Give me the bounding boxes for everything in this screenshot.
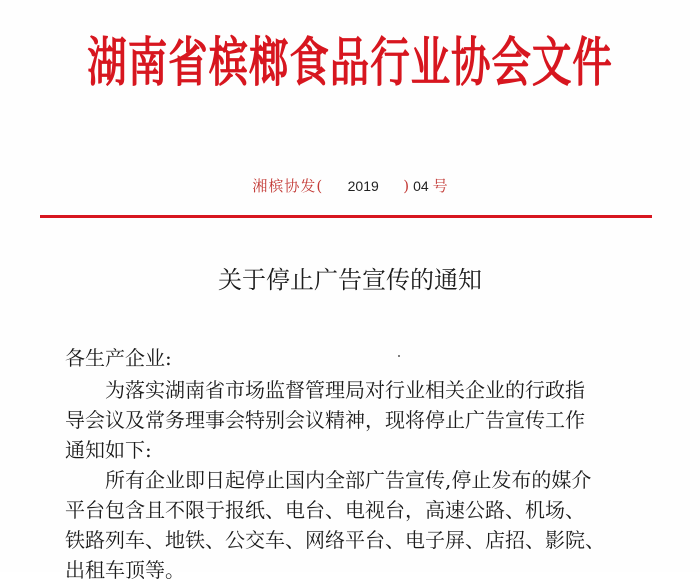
document-number-year: 2019 [347, 178, 379, 194]
paragraph2-line: 铁路列车、地铁、公交车、网络平台、电子屏、店招、影院、 [65, 528, 605, 552]
paragraph1-line: 为落实湖南省市场监督管理局对行业相关企业的行政指 [105, 378, 585, 402]
paragraph2-line: 出租车顶等。 [65, 558, 185, 582]
paragraph1-line: 通知如下: [65, 438, 152, 462]
notice-body [65, 375, 655, 585]
document-number-value: 04 [413, 178, 429, 194]
document-number-prefix: 湘槟协发( [252, 177, 324, 195]
salutation: 各生产企业: [65, 346, 172, 370]
document-number [0, 172, 700, 200]
document-number-suffix: 号 [432, 177, 448, 195]
paragraph2-line: 平台包含且不限于报纸、电台、电视台，高速公路、机场、 [65, 498, 585, 522]
paragraph1-line: 导会议及常务理事会特别会议精神，现将停止广告宣传工作 [65, 408, 585, 432]
issuer-header-title: 湖南省槟榔食品行业协会文件 [87, 30, 613, 94]
document-number-close-paren: ) [403, 177, 410, 195]
notice-title: 关于停止广告宣传的通知 [218, 266, 482, 294]
paragraph2-line: 所有企业即日起停止国内全部广告宣传,停止发布的媒介 [105, 468, 592, 492]
red-divider-rule [40, 215, 652, 218]
scan-speck [398, 355, 400, 357]
